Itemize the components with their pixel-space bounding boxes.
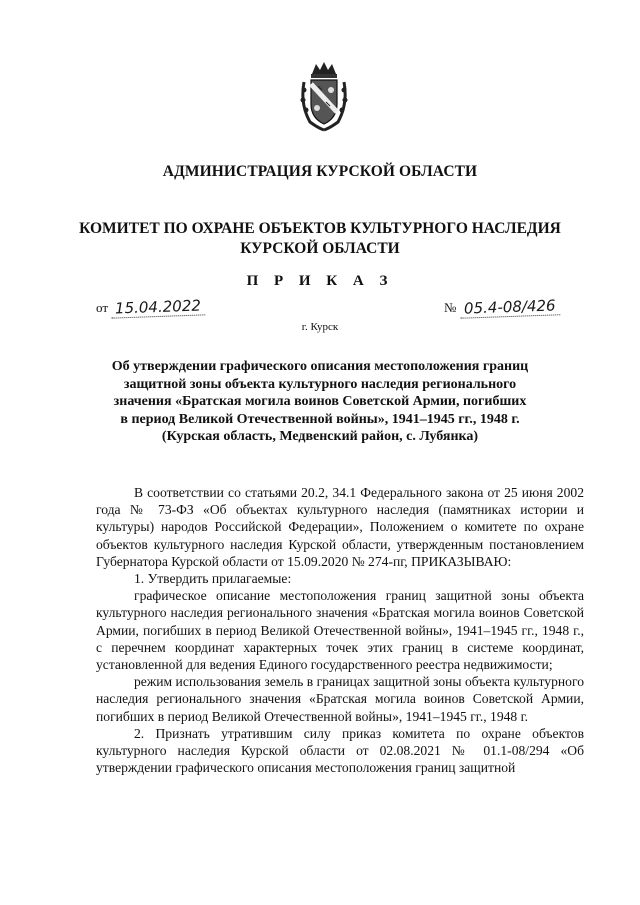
subject-line: Об утверждении графического описания местоположения границ bbox=[111, 359, 529, 374]
body-paragraph: режим использования земель в границах защитной зоны объекта культурного наследия регионального значения «Братская могила воинов Советской Армии, погибших в период Великой Отечественной войны», 1941–1945 гг., 1948 г. bbox=[96, 674, 584, 724]
document-type: П Р И К А З bbox=[246, 273, 394, 289]
committee-title-line: КУРСКОЙ ОБЛАСТИ bbox=[240, 240, 400, 257]
subject-line: (Курская область, Медвенский район, с. Лубянка) bbox=[161, 429, 479, 444]
committee-title-line: КОМИТЕТ ПО ОХРАНЕ ОБЪЕКТОВ КУЛЬТУРНОГО НАСЛЕДИЯ bbox=[79, 220, 561, 237]
subject-line: защитной зоны объекта культурного наследия регионального bbox=[123, 376, 517, 392]
handwritten-number: 05.4-08/426 bbox=[459, 296, 559, 318]
subject-line: значения «Братская могила воинов Советской Армии, погибших bbox=[113, 394, 527, 409]
body-paragraph: В соответствии со статьями 20.2, 34.1 Федерального закона от 25 июня 2002 года № 73-ФЗ «Об объектах культурного наследия (памятниках истории и культуры) народов Российской Федерации», Положением о комитете по охране объектов культурного наследия Курской области, утвержденным постановлением Губернатора Курской области от 15.09.2020 № 274-пг, ПРИКАЗЫВАЮ: bbox=[96, 485, 584, 569]
city-label: г. Курск bbox=[301, 321, 339, 333]
order-subject bbox=[100, 358, 540, 446]
committee-title bbox=[60, 219, 580, 259]
subject-line: в период Великой Отечественной войны», 1941–1945 гг., 1948 г. bbox=[120, 411, 520, 427]
order-body bbox=[96, 484, 584, 776]
body-paragraph: 1. Утвердить прилагаемые: bbox=[134, 571, 292, 587]
administration-title: АДМИНИСТРАЦИЯ КУРСКОЙ ОБЛАСТИ bbox=[162, 163, 478, 180]
order-date bbox=[96, 298, 205, 317]
body-paragraph: 2. Признать утратившим силу приказ комитета по охране объектов культурного наследия Курской области от 02.08.2021 № 01.1-08/294 «Об утверждении графического описания местоположения границ защитной bbox=[96, 725, 584, 776]
handwritten-date: 15.04.2022 bbox=[111, 296, 205, 318]
date-prefix: от bbox=[96, 300, 109, 315]
coat-of-arms-emblem bbox=[298, 60, 350, 132]
number-prefix: № bbox=[444, 300, 457, 315]
body-paragraph: графическое описание местоположения границ защитной зоны объекта культурного наследия регионального значения «Братская могила воинов Советской Армии, погибших в период Великой Отечественной войны», 1941–1945 гг., 1948 г., с перечнем координат характерных точек этих границ в системе координат, установленной для ведения Единого государственного реестра недвижимости; bbox=[96, 588, 584, 673]
order-number bbox=[444, 298, 559, 317]
